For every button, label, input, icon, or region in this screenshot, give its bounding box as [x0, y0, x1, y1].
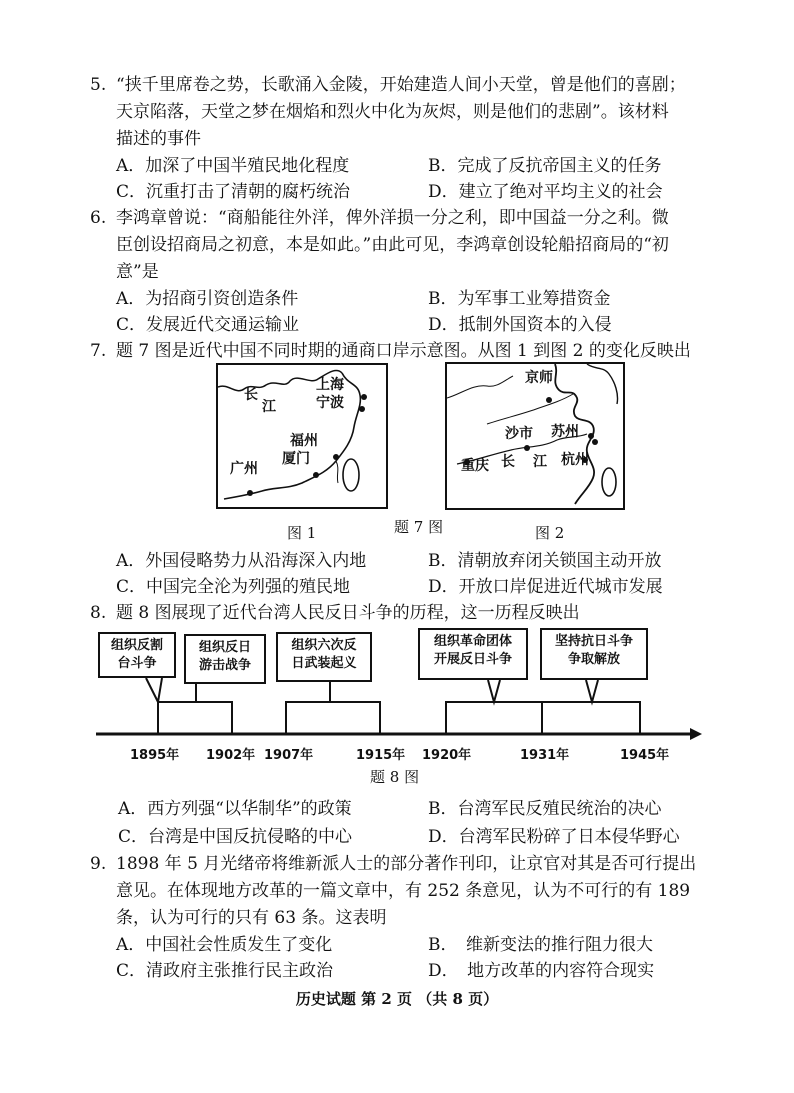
option-c[interactable]: C．沉重打击了清朝的腐朽统治 [116, 182, 351, 202]
timeline-event-line: 组织六次反 [291, 638, 357, 653]
option-b[interactable]: B．清朝放弃闭关锁国主动开放 [428, 551, 662, 571]
timeline-year: 1907年 [264, 748, 314, 763]
option-d[interactable]: D．建立了绝对平均主义的社会 [428, 182, 663, 202]
option-c[interactable]: C．发展近代交通运输业 [116, 315, 300, 335]
option-c[interactable]: C．中国完全沦为列强的殖民地 [116, 577, 351, 597]
timeline-event [540, 628, 648, 680]
timeline-event-line: 台斗争 [117, 656, 157, 671]
map-label: 杭州 [561, 452, 589, 468]
question-number: 5. [90, 75, 107, 95]
option-a[interactable]: A．中国社会性质发生了变化 [116, 935, 333, 955]
map-2-caption: 图 2 [535, 524, 565, 542]
option-d[interactable]: D．抵制外国资本的入侵 [428, 315, 612, 335]
option-c[interactable]: C．清政府主张推行民主政治 [116, 961, 334, 981]
map-label: 长 [501, 454, 515, 470]
map-label: 厦门 [282, 451, 310, 467]
timeline-event-line: 组织革命团体 [433, 634, 512, 649]
timeline-event [276, 632, 372, 682]
map-label: 上海 [316, 377, 344, 393]
question-number: 7. [90, 341, 107, 361]
map-label: 广州 [230, 461, 258, 477]
question-stem-line: 意见。在体现地方改革的一篇文章中，有 252 条意见，认为不可行的有 189 [116, 881, 691, 901]
timeline-event [418, 628, 528, 680]
figure-title: 题 7 图 [394, 518, 444, 536]
question-stem-line: “挟千里席卷之势，长歌涌入金陵，开始建造人间小天堂，曾是他们的喜剧； [116, 75, 686, 95]
option-a[interactable]: A．加深了中国半殖民地化程度 [116, 156, 350, 176]
map-label: 重庆 [461, 458, 489, 474]
timeline-event-line: 争取解放 [567, 652, 620, 667]
timeline-event-line: 游击战争 [198, 658, 251, 673]
map-label: 长 [244, 387, 258, 403]
timeline-year: 1920年 [422, 748, 472, 763]
figure-title: 题 8 图 [370, 768, 420, 786]
question-stem-line: 条，认为可行的只有 63 条。这表明 [116, 908, 387, 928]
option-b[interactable]: B．完成了反抗帝国主义的任务 [428, 156, 662, 176]
question-stem-line: 臣创设招商局之初意，本是如此。”由此可见，李鸿章创设轮船招商局的“初 [116, 235, 669, 255]
question-stem: 题 8 图展现了近代台湾人民反日斗争的历程，这一历程反映出 [116, 603, 580, 623]
option-c[interactable]: C．台湾是中国反抗侵略的中心 [118, 827, 353, 847]
option-d[interactable]: D．台湾军民粉碎了日本侵华野心 [428, 827, 680, 847]
map-label: 宁波 [316, 395, 344, 411]
option-d[interactable]: D． 地方改革的内容符合现实 [428, 961, 655, 981]
option-b[interactable]: B． 维新变法的推行阻力很大 [428, 935, 653, 955]
map-label: 江 [533, 454, 547, 470]
option-d[interactable]: D．开放口岸促进近代城市发展 [428, 577, 663, 597]
question-stem-line: 天京陷落，天堂之梦在烟焰和烈火中化为灰烬，则是他们的悲剧”。该材料 [116, 102, 669, 122]
question-number: 8. [90, 603, 107, 623]
option-b[interactable]: B．台湾军民反殖民统治的决心 [428, 799, 662, 819]
timeline-event-line: 开展反日斗争 [433, 652, 512, 667]
timeline-year: 1902年 [206, 748, 256, 763]
question-stem: 题 7 图是近代中国不同时期的通商口岸示意图。从图 1 到图 2 的变化反映出 [116, 341, 691, 361]
question-stem-line: 意”是 [116, 262, 159, 282]
question-stem-line: 1898 年 5 月光绪帝将维新派人士的部分著作刊印，让京官对其是否可行提出 [116, 854, 697, 874]
timeline-event [184, 634, 266, 684]
map-label: 苏州 [551, 424, 579, 440]
question-stem-line: 描述的事件 [116, 129, 201, 149]
map-1-caption: 图 1 [287, 524, 317, 542]
question-number: 6. [90, 208, 107, 228]
timeline-event-line: 坚持抗日斗争 [554, 634, 633, 649]
option-a[interactable]: A．西方列强“以华制华”的政策 [118, 799, 352, 819]
map-label: 沙市 [505, 426, 533, 442]
timeline-year: 1895年 [130, 748, 180, 763]
timeline-event [98, 632, 176, 678]
timeline-event-line: 组织反日 [198, 640, 251, 655]
timeline-event-line: 组织反割 [110, 638, 163, 653]
page-footer: 历史试题 第 2 页 （共 8 页） [295, 990, 499, 1008]
map-label: 京师 [525, 370, 553, 386]
option-a[interactable]: A．为招商引资创造条件 [116, 289, 299, 309]
option-b[interactable]: B．为军事工业筹措资金 [428, 289, 611, 309]
option-a[interactable]: A．外国侵略势力从沿海深入内地 [116, 551, 367, 571]
map-label: 福州 [290, 433, 318, 449]
question-number: 9. [90, 854, 107, 874]
timeline-event-line: 日武装起义 [291, 656, 357, 671]
timeline-year: 1915年 [356, 748, 406, 763]
timeline-year: 1945年 [620, 748, 670, 763]
question-stem-line: 李鸿章曾说：“商船能往外洋，俾外洋损一分之利，即中国益一分之利。微 [116, 208, 669, 228]
map-label: 江 [262, 399, 276, 415]
timeline-year: 1931年 [520, 748, 570, 763]
